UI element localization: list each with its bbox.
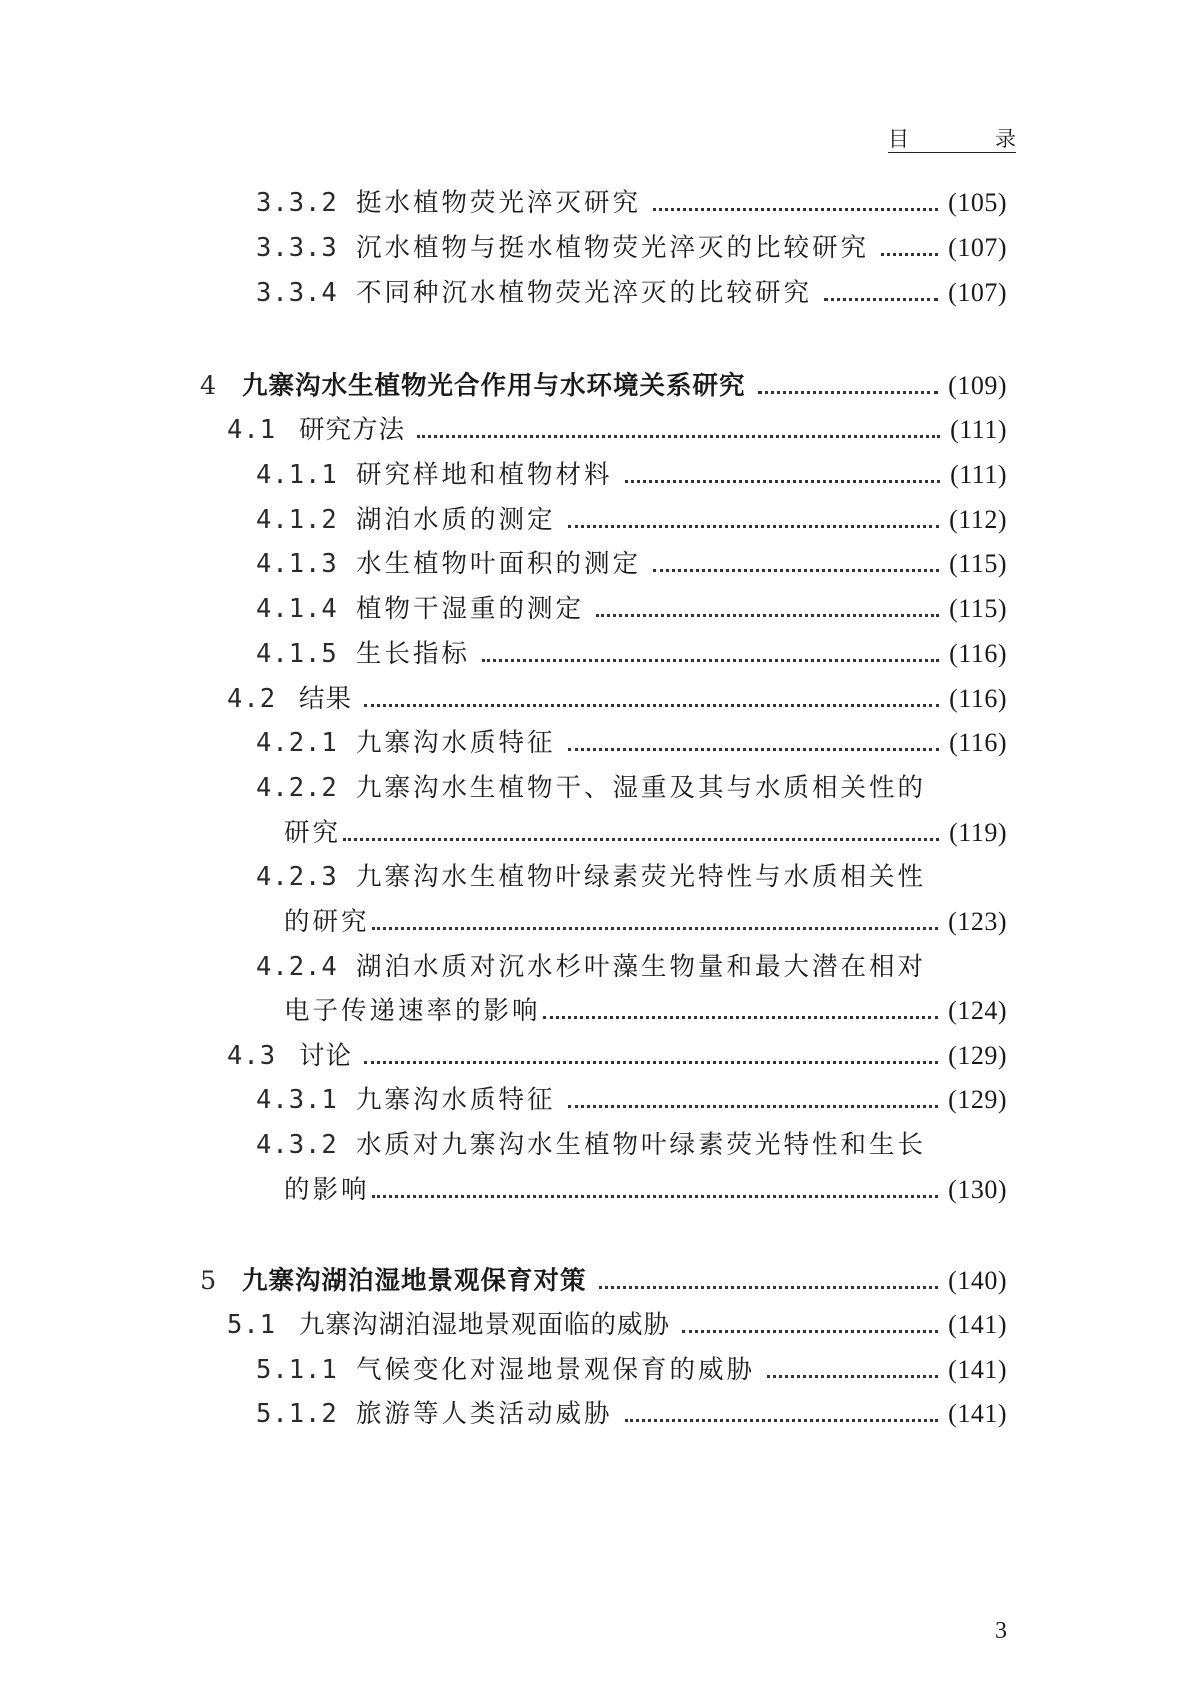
toc-entry-title: 九寨沟湖泊湿地景观面临的威胁	[299, 1310, 671, 1340]
running-header-right: 录	[995, 127, 1016, 151]
toc-entry-page: (112)	[949, 505, 1007, 534]
dot-leader	[653, 208, 938, 211]
dot-leader	[758, 391, 939, 394]
toc-section-entry[interactable]	[227, 679, 1007, 719]
dot-leader	[568, 748, 940, 751]
toc-entry-first-line[interactable]	[256, 1125, 926, 1165]
toc-entry-title-continued: 研究	[284, 818, 342, 848]
toc-entry-number: 4.3.1	[256, 1085, 338, 1115]
toc-entry-title: 水质对九寨沟水生植物叶绿素荧光特性和生长	[356, 1130, 927, 1160]
toc-entry-title: 沉水植物与挺水植物荧光淬灭的比较研究	[356, 233, 870, 263]
toc-entry-number: 4.2.3	[256, 862, 338, 892]
toc-entry[interactable]	[256, 723, 1007, 763]
dot-leader	[599, 1286, 939, 1289]
dot-leader	[568, 1105, 939, 1108]
running-header	[888, 118, 1016, 153]
toc-entry-page: (107)	[948, 233, 1007, 262]
toc-entry-continuation[interactable]	[284, 813, 1007, 853]
toc-entry-title: 九寨沟水生植物叶绿素荧光特性与水质相关性	[356, 862, 927, 892]
toc-entry-number: 3.3.4	[256, 278, 338, 308]
toc-entry[interactable]	[256, 544, 1007, 584]
dot-leader	[372, 927, 939, 930]
toc-entry-page: (141)	[948, 1399, 1007, 1428]
toc-entry-page: (119)	[949, 818, 1007, 847]
toc-entry-continuation[interactable]	[284, 991, 1007, 1031]
toc-entry-first-line[interactable]	[256, 857, 926, 897]
toc-entry-number: 4.1.5	[256, 639, 338, 669]
toc-entry-title: 结果	[299, 684, 353, 714]
toc-entry-number: 4.1.2	[256, 505, 338, 535]
toc-entry-page: (140)	[948, 1266, 1007, 1295]
dot-leader	[767, 1375, 938, 1378]
dot-leader	[625, 1419, 939, 1422]
toc-entry-first-line[interactable]	[256, 947, 926, 987]
toc-entry-title: 九寨沟水生植物光合作用与水环境关系研究	[242, 371, 746, 401]
toc-entry-title: 植物干湿重的测定	[356, 594, 585, 624]
page-number: 3	[995, 1618, 1007, 1644]
dot-leader	[482, 659, 939, 662]
toc-entry-page: (116)	[949, 684, 1007, 713]
dot-leader	[881, 253, 938, 256]
toc-entry[interactable]	[256, 634, 1007, 674]
toc-entry-page: (115)	[949, 549, 1007, 578]
toc-entry-number: 4	[200, 371, 218, 401]
dot-leader	[568, 525, 940, 528]
toc-entry-number: 4.1.3	[256, 549, 338, 579]
toc-entry-page: (116)	[949, 639, 1007, 668]
running-header-left: 目	[888, 127, 909, 151]
toc-entry-number: 5.1.1	[256, 1355, 338, 1385]
toc-entry-continuation[interactable]	[284, 1170, 1007, 1210]
toc-entry-number: 4.2.4	[256, 952, 338, 982]
toc-entry-title-continued: 的影响	[284, 1175, 370, 1205]
dot-leader	[596, 614, 939, 617]
toc-entry-page: (123)	[948, 907, 1007, 936]
toc-entry-number: 4.1	[227, 415, 277, 445]
toc-entry-title: 水生植物叶面积的测定	[356, 549, 642, 579]
toc-entry-title: 生长指标	[356, 639, 471, 669]
dot-leader	[364, 704, 939, 707]
toc-entry-title: 气候变化对湿地景观保育的威胁	[356, 1355, 756, 1385]
toc-entry-page: (111)	[950, 415, 1007, 444]
toc-entry[interactable]	[256, 273, 1007, 313]
toc-entry-title: 湖泊水质对沉水杉叶藻生物量和最大潜在相对	[356, 952, 927, 982]
toc-entry-title: 九寨沟水生植物干、湿重及其与水质相关性的	[356, 773, 927, 803]
dot-leader	[372, 1195, 939, 1198]
toc-entry-page: (130)	[948, 1175, 1007, 1204]
toc-entry-title: 挺水植物荧光淬灭研究	[356, 188, 642, 218]
toc-entry[interactable]	[256, 228, 1007, 268]
toc-entry[interactable]	[256, 183, 1007, 223]
toc-entry-page: (129)	[948, 1085, 1007, 1114]
toc-entry[interactable]	[256, 589, 1007, 629]
toc-entry-page: (109)	[948, 371, 1007, 400]
toc-entry[interactable]	[256, 1350, 1007, 1390]
toc-entry-page: (111)	[950, 460, 1007, 489]
toc-entry-number: 4.2.1	[256, 728, 338, 758]
toc-chapter-entry[interactable]	[200, 1261, 1007, 1301]
toc-entry-page: (141)	[948, 1355, 1007, 1384]
toc-entry-number: 4.2	[227, 684, 277, 714]
toc-entry-number: 4.1.4	[256, 594, 338, 624]
dot-leader	[824, 298, 938, 301]
toc-entry-title-continued: 电子传递速率的影响	[284, 996, 541, 1026]
toc-chapter-entry[interactable]	[200, 366, 1007, 406]
toc-entry-number: 4.3.2	[256, 1130, 338, 1160]
toc-section-entry[interactable]	[227, 1036, 1007, 1076]
toc-entry[interactable]	[256, 455, 1007, 495]
toc-entry-title: 旅游等人类活动威胁	[356, 1399, 613, 1429]
toc-entry-first-line[interactable]	[256, 768, 926, 808]
toc-entry-number: 4.2.2	[256, 773, 338, 803]
toc-entry-title: 九寨沟水质特征	[356, 1085, 556, 1115]
dot-leader	[682, 1330, 938, 1333]
toc-entry[interactable]	[256, 1394, 1007, 1434]
toc-entry-title: 九寨沟湖泊湿地景观保育对策	[242, 1266, 587, 1296]
toc-entry-page: (116)	[949, 728, 1007, 757]
toc-entry-number: 4.1.1	[256, 460, 338, 490]
toc-entry-continuation[interactable]	[284, 902, 1007, 942]
dot-leader	[364, 1061, 938, 1064]
toc-entry[interactable]	[256, 1080, 1007, 1120]
toc-entry-page: (124)	[948, 996, 1007, 1025]
toc-entry-page: (105)	[948, 188, 1007, 217]
toc-entry-page: (115)	[949, 594, 1007, 623]
toc-entry-page: (141)	[948, 1310, 1007, 1339]
toc-section-entry[interactable]	[227, 410, 1007, 450]
toc-entry-title: 研究方法	[299, 415, 406, 445]
toc-entry-number: 3.3.3	[256, 233, 338, 263]
toc-entry-page: (107)	[948, 278, 1007, 307]
toc-entry-title: 研究样地和植物材料	[356, 460, 613, 490]
toc-entry-title: 湖泊水质的测定	[356, 505, 556, 535]
toc-entry-page: (129)	[948, 1041, 1007, 1070]
toc-entry-title: 不同种沉水植物荧光淬灭的比较研究	[356, 278, 813, 308]
toc-entry-number: 5.1	[227, 1310, 277, 1340]
toc-entry-title: 讨论	[299, 1041, 353, 1071]
toc-entry-number: 5	[200, 1266, 218, 1296]
toc-section-entry[interactable]	[227, 1305, 1007, 1345]
toc-entry-title-continued: 的研究	[284, 907, 370, 937]
dot-leader	[653, 569, 939, 572]
toc-entry[interactable]	[256, 500, 1007, 540]
toc-entry-number: 3.3.2	[256, 188, 338, 218]
dot-leader	[343, 838, 939, 841]
toc-entry-number: 4.3	[227, 1041, 277, 1071]
dot-leader	[625, 480, 941, 483]
dot-leader	[543, 1016, 939, 1019]
toc-entry-number: 5.1.2	[256, 1399, 338, 1429]
dot-leader	[417, 435, 940, 438]
toc-entry-title: 九寨沟水质特征	[356, 728, 556, 758]
